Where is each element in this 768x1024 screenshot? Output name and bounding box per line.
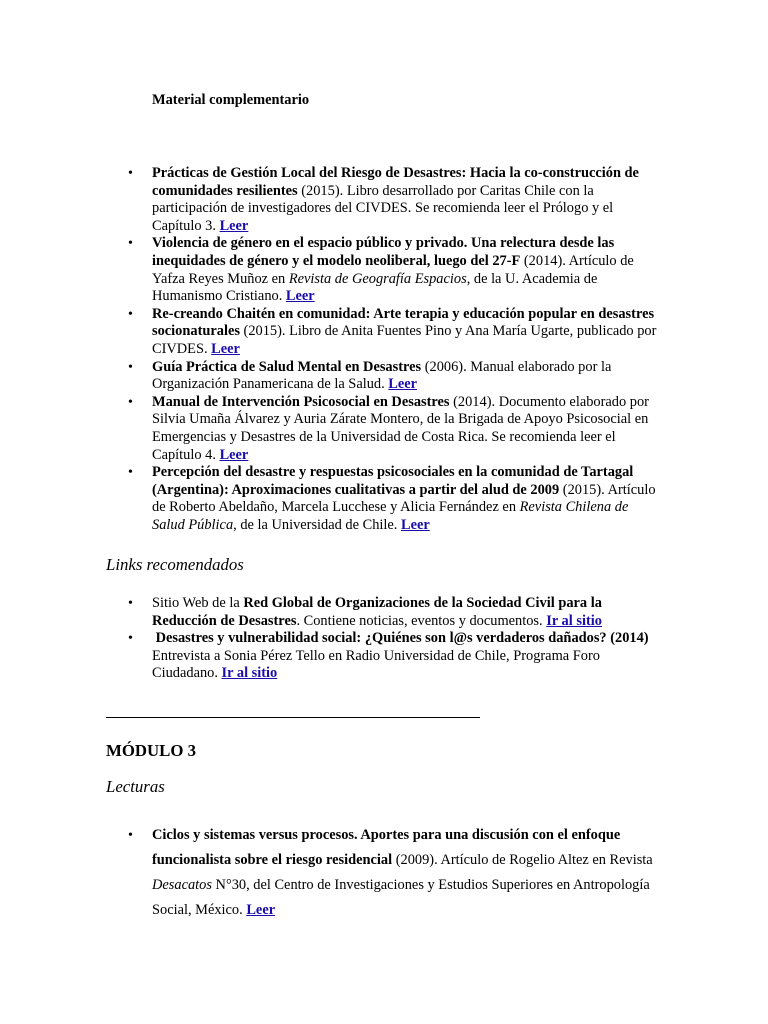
item-title: Desastres y vulnerabilidad social: ¿Quiénes son l@s verdaderos dañados? (2014) [155, 630, 649, 647]
item-text: (2009). Artículo de Rogelio Altez en Revista [392, 852, 653, 868]
item-title: Prácticas de Gestión Local del Riesgo de Desastres: Hacia la co-construcción de comunidades resilientes [152, 165, 639, 199]
item-text: . Contiene noticias, eventos y documentos. [296, 612, 547, 629]
list-item [152, 359, 664, 394]
read-link[interactable]: Leer [285, 288, 315, 305]
section-heading-lecturas: Lecturas [106, 777, 165, 796]
item-title: Percepción del desastre y respuestas psicosociales en la comunidad de Tartagal (Argentina): Aproximaciones cualitativas a partir del alud de 2009 [152, 464, 634, 498]
item-title: Manual de Intervención Psicosocial en Desastres [152, 393, 450, 410]
material-list [152, 165, 664, 534]
lecturas-list [152, 823, 664, 923]
item-text: (2015). Libro de Anita Fuentes Pino y Ana María Ugarte, publicado por CIVDES. [152, 323, 657, 357]
list-item [152, 464, 664, 534]
item-title: Violencia de género en el espacio público y privado. Una relectura desde las inequidades de género y el modelo neoliberal, luego del 27-F [152, 235, 615, 269]
read-link[interactable]: Leer [401, 516, 430, 533]
module-heading: MÓDULO 3 [106, 741, 196, 760]
list-item [152, 235, 664, 305]
item-title: Re-creando Chaitén en comunidad: Arte terapia y educación popular en desastres socionaturales [152, 305, 655, 340]
item-text: , de la Universidad de Chile. [233, 516, 401, 533]
item-text: (2015). Artículo de Roberto Abeldaño, Marcela Lucchese y Alicia Fernández en [152, 481, 656, 516]
item-journal: Desacatos [152, 877, 212, 893]
visit-site-link[interactable]: Ir al sitio [546, 612, 602, 629]
list-item [152, 823, 664, 923]
item-text: Sitio Web de la [152, 595, 244, 611]
list-item [152, 165, 664, 235]
item-text: (2006). Manual elaborado por la Organización Panamericana de la Salud. [152, 358, 612, 393]
links-list [152, 595, 664, 683]
list-item [152, 630, 664, 683]
item-journal: Revista Chilena de Salud Pública [152, 499, 629, 533]
read-link[interactable]: Leer [219, 217, 249, 234]
read-link[interactable]: Leer [211, 340, 240, 357]
item-text: Entrevista a Sonia Pérez Tello en Radio Universidad de Chile, Programa Foro Ciudadano. [152, 647, 600, 682]
item-title: Guía Práctica de Salud Mental en Desastres [152, 358, 422, 375]
item-text: (2014). Artículo de Yafza Reyes Muñoz en [152, 252, 634, 287]
item-text: (2015). Libro desarrollado por Caritas Chile con la participación de investigadores del CIVDES. Se recomienda leer el Prólogo y el Capítulo 3. [152, 182, 614, 234]
item-title: Ciclos y sistemas versus procesos. Aportes para una discusión con el enfoque funcionalista sobre el riesgo residencial [152, 827, 621, 868]
list-item [152, 306, 664, 359]
divider-line [106, 717, 480, 718]
section-heading-material: Material complementario [152, 92, 310, 108]
item-text: , de la U. Academia de Humanismo Cristiano. [152, 270, 598, 305]
section-heading-links: Links recomendados [106, 555, 244, 574]
visit-site-link[interactable]: Ir al sitio [221, 665, 278, 682]
list-item [152, 595, 664, 630]
item-text: (2014). Documento elaborado por Silvia Umaña Álvarez y Auria Zárate Montero, de la Brigada de Apoyo Psicosocial en Emergencias y Desastres de la Universidad de Costa Rica. Se recomienda leer el Capítulo 4. [152, 393, 649, 463]
item-journal: Revista de Geografía Espacios [288, 270, 467, 287]
read-link[interactable]: Leer [388, 376, 418, 393]
read-link[interactable]: Leer [219, 446, 249, 463]
item-title: Red Global de Organizaciones de la Sociedad Civil para la Reducción de Desastres [152, 595, 602, 629]
read-link[interactable]: Leer [246, 902, 276, 918]
item-text: N°30, del Centro de Investigaciones y Estudios Superiores en Antropología Social, México. [152, 877, 650, 918]
list-item [152, 394, 664, 464]
